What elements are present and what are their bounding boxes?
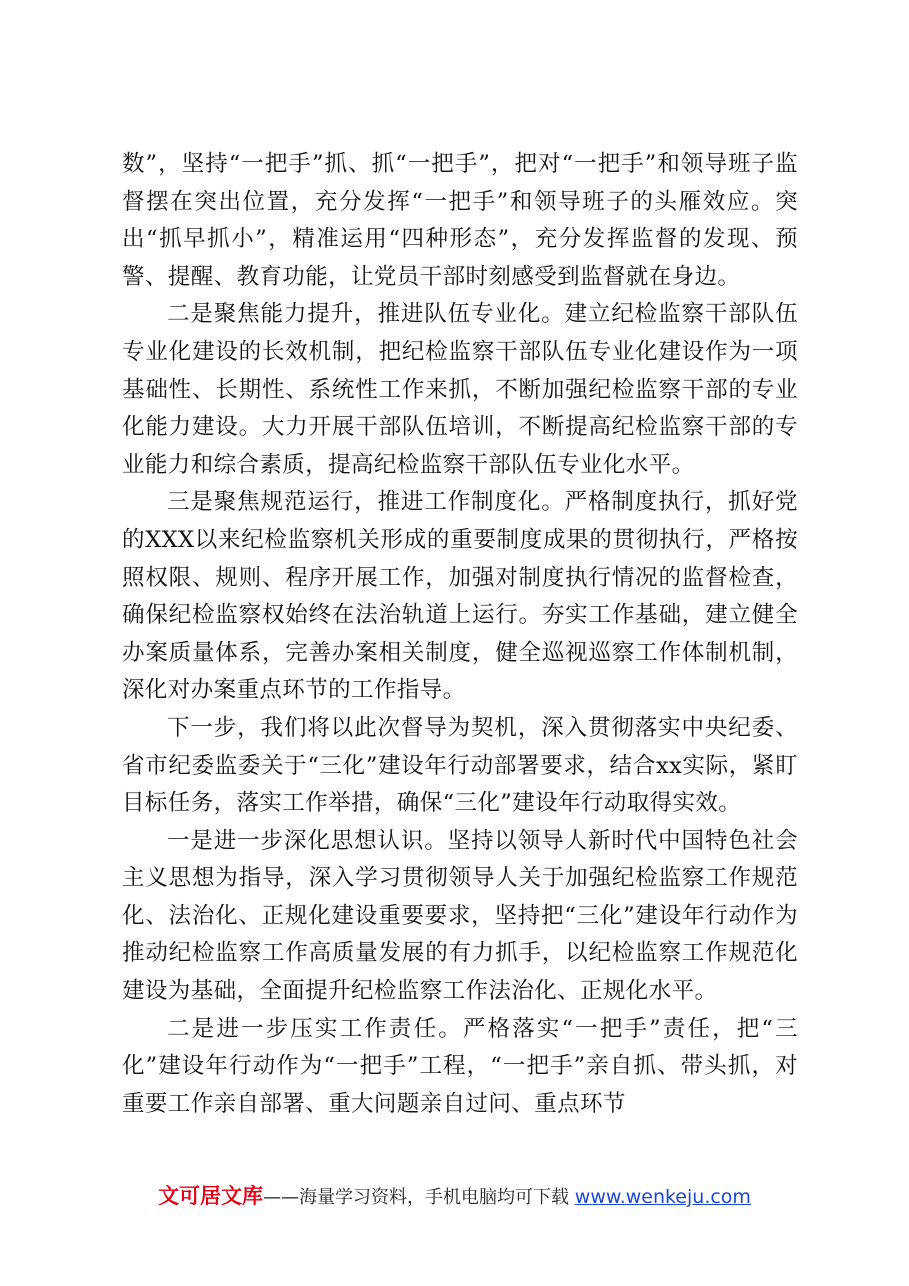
paragraph-3: 三是聚焦规范运行，推进工作制度化。严格制度执行，抓好党的XXX以来纪检监察机关形成的重要制度成果的贯彻执行，严格按照权限、规则、程序开展工作，加强对制度执行情况的监督检查，确保纪检监察权始终在法治轨道上运行。夯实工作基础，建立健全办案质量体系，完善办案相关制度，健全巡视巡察工作体制机制，深化对办案重点环节的工作指导。 — [122, 489, 798, 704]
document-body — [122, 146, 798, 1123]
paragraph-4: 下一步，我们将以此次督导为契机，深入贯彻落实中央纪委、省市纪委监委关于“三化”建设年行动部署要求，结合xx实际，紧盯目标任务，落实工作举措，确保“三化”建设年行动取得实效。 — [122, 714, 798, 817]
footer-brand: 文可居文库 — [158, 1184, 264, 1208]
footer-dash: —— — [263, 1187, 300, 1208]
footer-banner — [0, 1180, 909, 1214]
footer-site-link[interactable]: www.wenkeju.com — [574, 1186, 751, 1208]
paragraph-5: 一是进一步深化思想认识。坚持以领导人新时代中国特色社会主义思想为指导，深入学习贯彻领导人关于加强纪检监察工作规范化、法治化、正规化建设重要要求，坚持把“三化”建设年行动作为推动纪检监察工作高质量发展的有力抓手，以纪检监察工作规范化建设为基础，全面提升纪检监察工作法治化、正规化水平。 — [122, 827, 798, 1005]
paragraph-2: 二是聚焦能力提升，推进队伍专业化。建立纪检监察干部队伍专业化建设的长效机制，把纪检监察干部队伍专业化建设作为一项基础性、长期性、系统性工作来抓，不断加强纪检监察干部的专业化能力建设。大力开展干部队伍培训，不断提高纪检监察干部的专业能力和综合素质，提高纪检监察干部队伍专业化水平。 — [122, 301, 798, 478]
paragraph-1: 数”，坚持“一把手”抓、抓“一把手”，把对“一把手”和领导班子监督摆在突出位置，充分发挥“一把手”和领导班子的头雁效应。突出“抓早抓小”，精准运用“四种形态”，充分发挥监督的发现、预警、提醒、教育功能，让党员干部时刻感受到监督就在身边。 — [122, 151, 798, 290]
footer-tagline: 海量学习资料，手机电脑均可下载 — [299, 1187, 570, 1208]
paragraph-6: 二是进一步压实工作责任。严格落实“一把手”责任，把“三化”建设年行动作为“一把手”工程，“一把手”亲自抓、带头抓，对重要工作亲自部署、重大问题亲自过问、重点环节 — [122, 1015, 798, 1117]
